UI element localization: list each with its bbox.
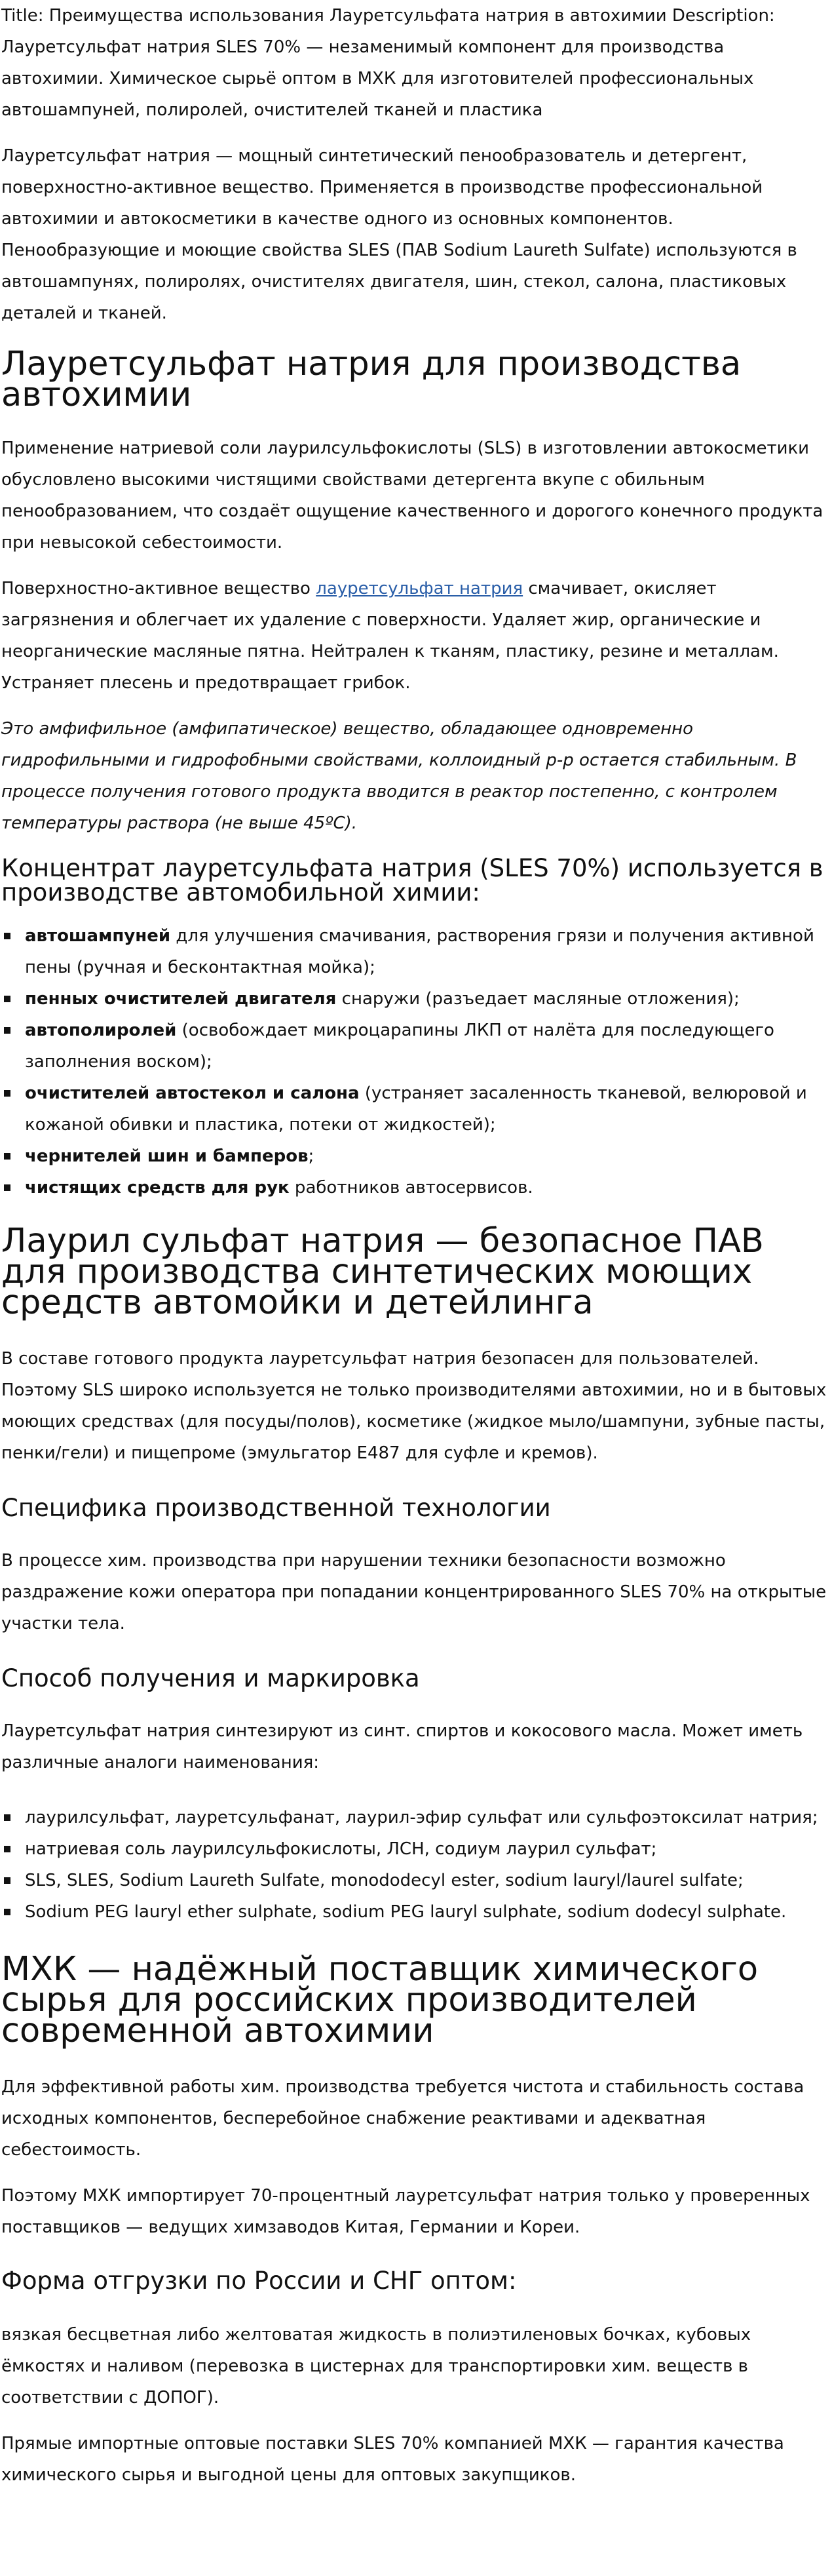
bullet-icon: [4, 1027, 10, 1034]
list-item: чернителей шин и бамперов;: [1, 1141, 828, 1172]
list-item: автошампуней для улучшения смачивания, растворения грязи и получения активной пены (ручная и бесконтактная мойка);: [1, 920, 828, 983]
list-item: натриевая соль лаурилсульфокислоты, ЛСН, содиум лаурил сульфат;: [1, 1833, 828, 1865]
section4-paragraph: В процессе хим. производства при нарушении техники безопасности возможно раздражение кожи оператора при попадании концентрированного SLES 70% на открытые участки тела.: [1, 1551, 827, 1633]
list-item: Sodium PEG lauryl ether sulphate, sodium PEG lauryl sulphate, sodium dodecyl sulphate.: [1, 1896, 828, 1928]
names-list: [1, 1802, 828, 1928]
list-item: очистителей автостекол и салона (устраняет засаленность тканевой, велюровой и кожаной обивки и пластика, потеки от жидкостей);: [1, 1078, 828, 1141]
bullet-icon: [4, 1846, 10, 1852]
list-item: SLS, SLES, Sodium Laureth Sulfate, monododecyl ester, sodium lauryl/laurel sulfate;: [1, 1865, 828, 1896]
section-heading-technology: Специфика производственной технологии: [1, 1494, 551, 1522]
list-item: лаурилсульфат, лауретсульфанат, лаурил-эфир сульфат или сульфоэтоксилат натрия;: [1, 1802, 828, 1833]
sles-link[interactable]: лауретсульфат натрия: [316, 579, 523, 598]
bullet-icon: [4, 1909, 10, 1915]
section6-paragraph-2: Поэтому МХК импортирует 70-процентный лауретсульфат натрия только у проверенных поставщиков — ведущих химзаводов Китая, Германии и Кореи.: [1, 2186, 810, 2237]
intro-paragraph: Лауретсульфат натрия — мощный синтетический пенообразователь и детергент, поверхностно-активное вещество. Применяется в производстве профессиональной автохимии и автокосметики в качестве одного из основных компонентов. Пенообразующие и моющие свойства SLES (ПАВ Sodium Laureth Sulfate) используются в автошампунях, полиролях, очистителях двигателя, шин, стекол, салона, пластиковых деталей и тканей.: [1, 146, 797, 323]
bullet-icon: [4, 933, 10, 939]
uses-list: [1, 920, 828, 1203]
bullet-icon: [4, 996, 10, 1002]
section7-paragraph-1: вязкая бесцветная либо желтоватая жидкость в полиэтиленовых бочках, кубовых ёмкостях и наливом (перевозка в цистернах для транспортировки хим. веществ в соответствии с ДОПОГ).: [1, 2325, 751, 2408]
section-heading-safety: Лаурил сульфат натрия — безопасное ПАВ для производства синтетических моющих средств автомойки и детейлинга: [1, 1222, 764, 1322]
list-item: автополиролей (освобождает микроцарапины ЛКП от налёта для последующего заполнения воском);: [1, 1015, 828, 1078]
list-item: пенных очистителей двигателя снаружи (разъедает масляные отложения);: [1, 983, 828, 1015]
bullet-icon: [4, 1184, 10, 1191]
section1-paragraph-2: Поверхностно-активное вещество лауретсульфат натрия смачивает, окисляет загрязнения и облегчает их удаление с поверхности. Удаляет жир, органические и неорганические масляные пятна. Нейтрален к тканям, пластику, резине и металлам. Устраняет плесень и предотвращает грибок.: [1, 579, 779, 693]
section1-paragraph-1: Применение натриевой соли лаурилсульфокислоты (SLS) в изготовлении автокосметики обусловлено высокими чистящими свойствами детергента вкупе с обильным пенообразованием, что создаёт ощущение качественного и дорогого конечного продукта при невысокой себестоимости.: [1, 439, 823, 553]
intro-title-line: Title: Преимущества использования Лауретсульфата натрия в автохимии Description: Лауретсульфат натрия SLES 70% — незаменимый компонент для производства автохимии. Химическое сырьё оптом в МХК для изготовителей профессиональных автошампуней, полиролей, очистителей тканей и пластика: [1, 6, 775, 120]
bullet-icon: [4, 1090, 10, 1097]
bullet-icon: [4, 1877, 10, 1884]
section1-paragraph-3: Это амфифильное (амфипатическое) вещество, обладающее одновременно гидрофильными и гидрофобными свойствами, коллоидный р-р остается стабильным. В процессе получения готового продукта вводится в реактор постепенно, с контролем температуры раствора (не выше 45ºC).: [1, 719, 797, 833]
bullet-icon: [4, 1153, 10, 1160]
section-heading-shipping: Форма отгрузки по России и СНГ оптом:: [1, 2267, 517, 2295]
section6-paragraph-1: Для эффективной работы хим. производства требуется чистота и стабильность состава исходных компонентов, бесперебойное снабжение реактивами и адекватная себестоимость.: [1, 2077, 804, 2160]
list-item: чистящих средств для рук работников автосервисов.: [1, 1172, 828, 1203]
section3-paragraph: В составе готового продукта лауретсульфат натрия безопасен для пользователей. Поэтому SLS широко используется не только производителями автохимии, но и в бытовых моющих средствах (для посуды/полов), косметике (жидкое мыло/шампуни, зубные пасты, пенки/гели) и пищепроме (эмульгатор Е487 для суфле и кремов).: [1, 1349, 827, 1463]
bullet-icon: [4, 1814, 10, 1821]
section5-paragraph: Лауретсульфат натрия синтезируют из синт. спиртов и кокосового масла. Может иметь различные аналоги наименования:: [1, 1721, 803, 1772]
section7-paragraph-2: Прямые импортные оптовые поставки SLES 70% компанией МХК — гарантия качества химического сырья и выгодной цены для оптовых закупщиков.: [1, 2434, 784, 2485]
section-heading-uses: Концентрат лауретсульфата натрия (SLES 70%) используется в производстве автомобильной химии:: [1, 854, 823, 907]
section-heading-production: Лауретсульфат натрия для производства автохимии: [1, 345, 742, 414]
section-heading-supplier: МХК — надёжный поставщик химического сырья для российских производителей современной автохимии: [1, 1950, 759, 2050]
section-heading-synthesis: Способ получения и маркировка: [1, 1664, 420, 1692]
